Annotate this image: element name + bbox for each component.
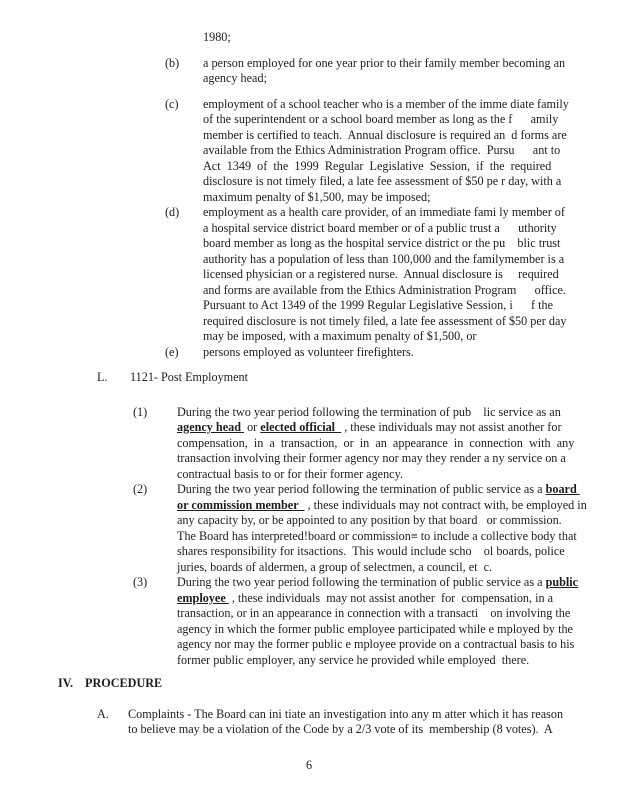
item-body: During the two year period following the termination of pub lic service as an agency head or elected official , these individuals may not assist another for compensation, in a transaction, or in an appearance in connection with any transaction involving their former agency nor may they render a ny service on a contractual basis to or for their former agency.	[177, 404, 575, 481]
page-number: 6	[305, 757, 313, 772]
item-label: (c)	[165, 96, 179, 111]
item-label: (b)	[165, 55, 180, 70]
item-body: persons employed as volunteer firefighters.	[203, 344, 414, 359]
section-heading-iv	[0, 676, 618, 692]
list-item-a-complaints	[0, 707, 618, 738]
item-body: a person employed for one year prior to their family member becoming an agency head;	[203, 55, 566, 85]
list-item-e	[0, 345, 618, 361]
item-label: (3)	[133, 575, 148, 589]
item-label: (2)	[133, 482, 148, 496]
section-label: IV.	[58, 676, 74, 690]
list-item-2	[0, 482, 618, 575]
item-label: (d)	[165, 205, 180, 219]
section-label: L.	[97, 370, 108, 384]
item-body: employment as a health care provider, of an immediate fami ly member of a hospital service district board member or of a public trust a uthority board member as long as the hospital service district or the pu blic trust authority has a population of less than 100,000 and the familymember is a licensed physician or a registered nurse. Annual disclosure is required and forms are available from the Ethics Administration Program office. Pursuant to Act 1349 of the 1999 Regular Legislative Session, i f the required disclosure is not timely filed, a late fee assessment of $50 per day may be imposed, with a maximum penalty of $1,500, or	[203, 205, 567, 343]
section-title: 1121- Post Employment	[130, 370, 249, 384]
list-item-1	[0, 405, 618, 483]
item-body: Complaints - The Board can ini tiate an investigation into any m atter which it has reason to believe may be a violation of the Code by a 2/3 vote of its membership (8 votes). A	[128, 706, 564, 736]
section-heading-l	[0, 370, 618, 386]
list-item-c	[0, 97, 618, 206]
item-label: (1)	[133, 404, 148, 419]
list-item-d	[0, 205, 618, 345]
continuation-text: 1980;	[203, 30, 231, 44]
item-body: employment of a school teacher who is a member of the imme diate family of the superintendent or a school board member as long as the f amily member is certified to teach. Annual disclosure is required an d forms are available from the Ethics Administration Program office. Pursu ant to Act 1349 of the 1999 Regular Legislative Session, if the required disclosure is not timely filed, a late fee assessment of $50 pe r day, with a maximum penalty of $1,500, may be imposed;	[203, 96, 569, 204]
item-body: During the two year period following the termination of public service as a board or commission member , these individuals may not contract with, be employed in any capacity by, or be appointed to any position by that board or commission. The Board has interpreted!board or commission≡ to include a collective body that shares responsibility for itsactions. This would include scho ol boards, police juries, boards of aldermen, a group of selectmen, a council, et c.	[177, 482, 587, 574]
item-label: A.	[97, 706, 109, 721]
section-title: PROCEDURE	[85, 676, 163, 690]
item-label: (e)	[165, 344, 179, 359]
item-body: During the two year period following the termination of public service as a public employee , these individuals may not assist another for compensation, in a transaction, or in an appearance in connection with a transacti on involving the agency in which the former public employee participated while e mployed by the agency nor may the former public e mployee provide on a contractual basis to his former public employer, any service he provided while employed there.	[177, 575, 579, 667]
list-item-b	[0, 56, 618, 87]
continuation-line	[0, 30, 618, 46]
list-item-3	[0, 575, 618, 668]
